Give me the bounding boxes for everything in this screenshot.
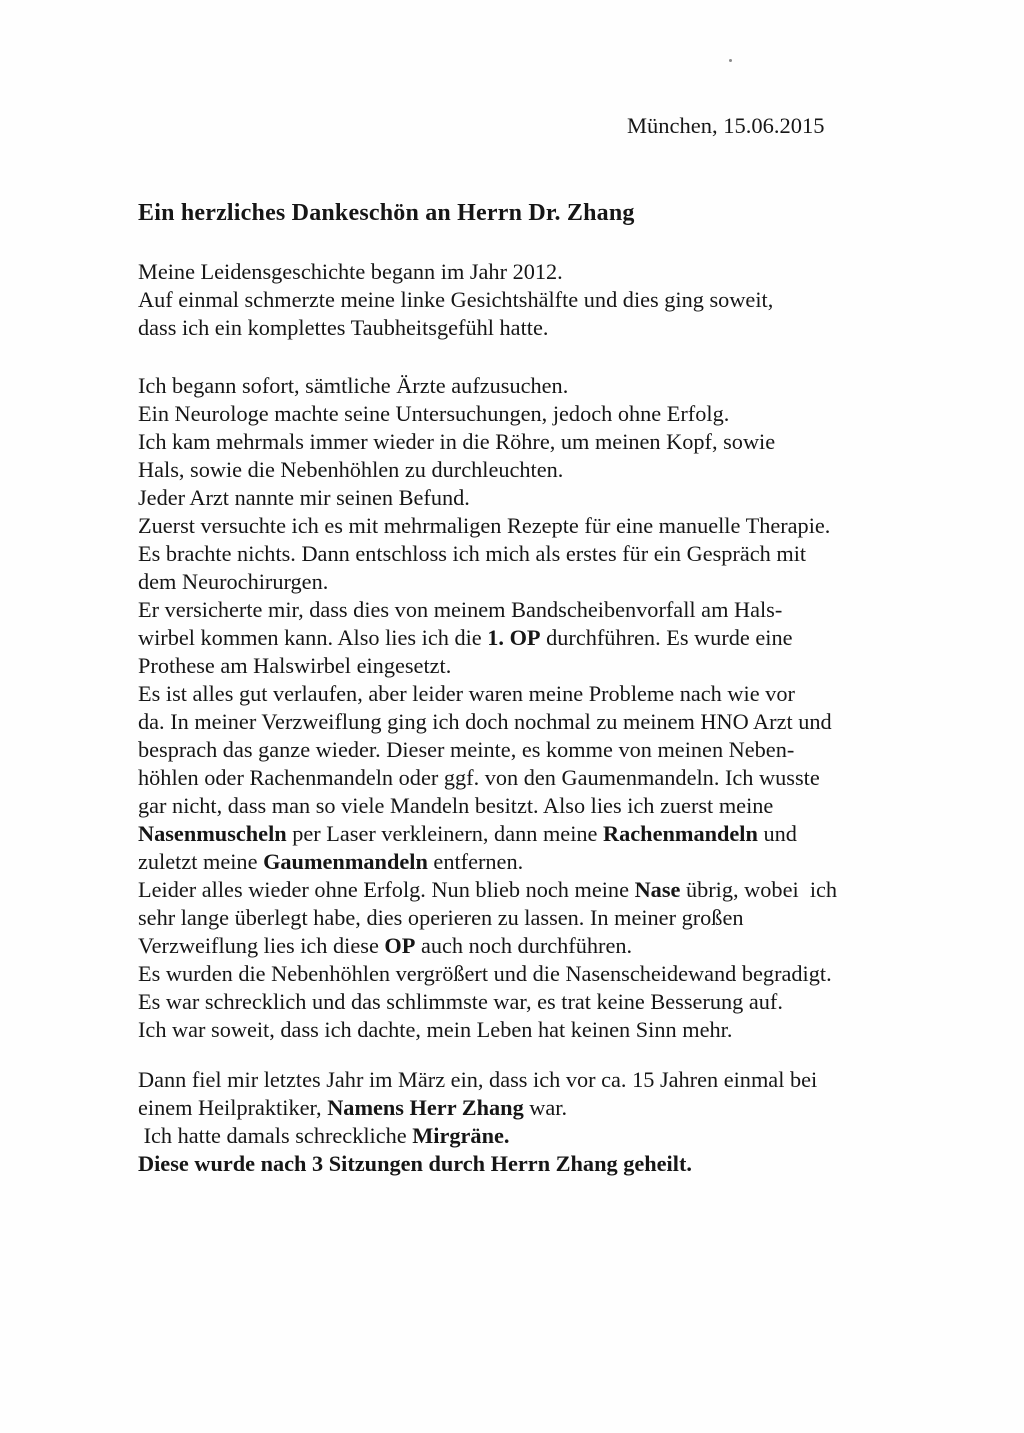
text-line: sehr lange überlegt habe, dies operieren zu lassen. In meiner großen <box>138 905 744 930</box>
text-line: Auf einmal schmerzte meine linke Gesichtshälfte und dies ging soweit, <box>138 287 774 312</box>
scan-artifact-dot <box>729 59 732 62</box>
text-line: Ich kam mehrmals immer wieder in die Röhre, um meinen Kopf, sowie <box>138 429 776 454</box>
text-line: Nasenmuscheln per Laser verkleinern, dann meine Rachenmandeln und <box>138 821 797 846</box>
text-line: höhlen oder Rachenmandeln oder ggf. von den Gaumenmandeln. Ich wusste <box>138 765 820 790</box>
text-line: Ich war soweit, dass ich dachte, mein Leben hat keinen Sinn mehr. <box>138 1017 733 1042</box>
text-line: Es ist alles gut verlaufen, aber leider waren meine Probleme nach wie vor <box>138 681 795 706</box>
text-line: Es war schrecklich und das schlimmste war, es trat keine Besserung auf. <box>138 989 783 1014</box>
text-line: gar nicht, dass man so viele Mandeln besitzt. Also lies ich zuerst meine <box>138 793 774 818</box>
text-line: dass ich ein komplettes Taubheitsgefühl hatte. <box>138 315 549 340</box>
text-line: da. In meiner Verzweiflung ging ich doch nochmal zu meinem HNO Arzt und <box>138 709 832 734</box>
letter-paragraphs <box>138 258 938 1178</box>
text-line: Er versicherte mir, dass dies von meinem Bandscheibenvorfall am Hals- <box>138 597 783 622</box>
text-line: dem Neurochirurgen. <box>138 569 329 594</box>
text-line: besprach das ganze wieder. Dieser meinte, es komme von meinen Neben- <box>138 737 795 762</box>
letter-body <box>138 200 938 1178</box>
text-line: Meine Leidensgeschichte begann im Jahr 2012. <box>138 259 563 284</box>
text-line: Diese wurde nach 3 Sitzungen durch Herrn Zhang geheilt. <box>138 1151 692 1176</box>
text-line: zuletzt meine Gaumenmandeln entfernen. <box>138 849 524 874</box>
text-line: Es wurden die Nebenhöhlen vergrößert und die Nasenscheidewand begradigt. <box>138 961 832 986</box>
text-line: Hals, sowie die Nebenhöhlen zu durchleuchten. <box>138 457 564 482</box>
text-line: Verzweiflung lies ich diese OP auch noch durchführen. <box>138 933 633 958</box>
paragraph <box>138 372 938 1044</box>
text-line: wirbel kommen kann. Also lies ich die 1. OP durchführen. Es wurde eine <box>138 625 793 650</box>
paragraph <box>138 1066 938 1178</box>
text-line: Zuerst versuchte ich es mit mehrmaligen Rezepte für eine manuelle Therapie. <box>138 513 831 538</box>
text-line: Dann fiel mir letztes Jahr im März ein, dass ich vor ca. 15 Jahren einmal bei <box>138 1067 818 1092</box>
text-line: Jeder Arzt nannte mir seinen Befund. <box>138 485 470 510</box>
text-line: Ich begann sofort, sämtliche Ärzte aufzusuchen. <box>138 373 569 398</box>
text-line: Leider alles wieder ohne Erfolg. Nun blieb noch meine Nase übrig, wobei ich <box>138 877 838 902</box>
text-line: Ein Neurologe machte seine Untersuchungen, jedoch ohne Erfolg. <box>138 401 730 426</box>
text-line: einem Heilpraktiker, Namens Herr Zhang war. <box>138 1095 568 1120</box>
text-line: Prothese am Halswirbel eingesetzt. <box>138 653 452 678</box>
letter-heading: Ein herzliches Dankeschön an Herrn Dr. Zhang <box>138 200 635 226</box>
text-line: Ich hatte damals schreckliche Mirgräne. <box>138 1123 510 1148</box>
letter-date: München, 15.06.2015 <box>627 113 825 138</box>
paragraph <box>138 258 938 342</box>
text-line: Es brachte nichts. Dann entschloss ich mich als erstes für ein Gespräch mit <box>138 541 807 566</box>
